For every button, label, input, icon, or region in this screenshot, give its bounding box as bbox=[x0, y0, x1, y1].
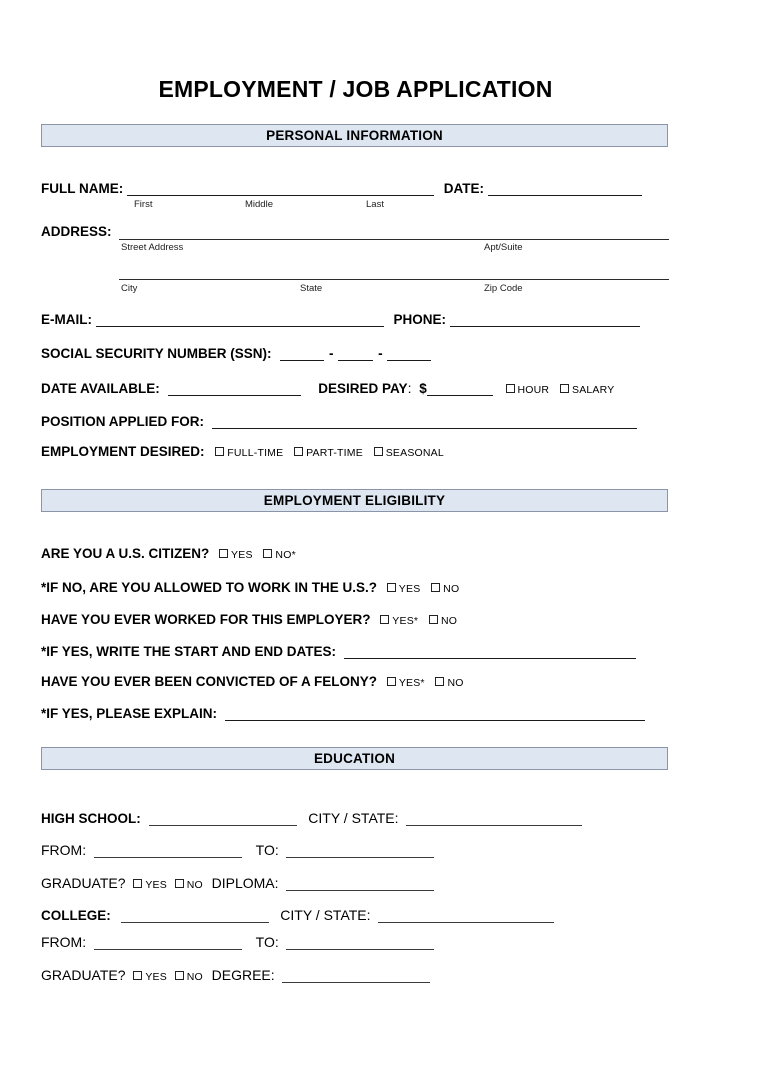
phone-label: PHONE: bbox=[393, 312, 447, 327]
checkbox-citizen-no[interactable] bbox=[263, 549, 272, 558]
checkbox-felony-no[interactable] bbox=[435, 677, 444, 686]
label-felony-no: NO bbox=[447, 677, 464, 689]
college-input[interactable] bbox=[121, 909, 269, 923]
high-school-city-state-label: CITY / STATE: bbox=[308, 810, 399, 826]
date-available-label: DATE AVAILABLE: bbox=[41, 381, 160, 396]
ssn-separator-1: - bbox=[329, 346, 334, 361]
caption-middle-name: Middle bbox=[245, 199, 273, 210]
work-allowed-question: *IF NO, ARE YOU ALLOWED TO WORK IN THE U.S.? bbox=[41, 580, 378, 595]
college-graduate-label: GRADUATE? bbox=[41, 967, 126, 983]
caption-street-address: Street Address bbox=[121, 242, 184, 253]
diploma-input[interactable] bbox=[286, 877, 434, 891]
row-email-phone bbox=[41, 310, 640, 330]
position-applied-for-label: POSITION APPLIED FOR: bbox=[41, 414, 205, 429]
full-name-input[interactable] bbox=[127, 181, 434, 196]
section-header-employment-eligibility: EMPLOYMENT ELIGIBILITY bbox=[41, 489, 668, 512]
row-work-allowed bbox=[41, 578, 465, 598]
high-school-label: HIGH SCHOOL: bbox=[41, 811, 141, 826]
worked-before-question: HAVE YOU EVER WORKED FOR THIS EMPLOYER? bbox=[41, 612, 371, 627]
high-school-city-state-input[interactable] bbox=[406, 812, 582, 826]
checkbox-work-allowed-no[interactable] bbox=[431, 583, 440, 592]
checkbox-pay-hour[interactable] bbox=[506, 384, 515, 393]
row-college-graduate bbox=[41, 965, 430, 985]
diploma-label: DIPLOMA: bbox=[211, 875, 279, 891]
phone-input[interactable] bbox=[450, 312, 640, 327]
checkbox-hs-graduate-yes[interactable] bbox=[133, 879, 142, 888]
address-city-state-zip-input[interactable] bbox=[119, 279, 669, 280]
date-input[interactable] bbox=[488, 181, 642, 196]
start-end-dates-label: *IF YES, WRITE THE START AND END DATES: bbox=[41, 644, 337, 659]
checkbox-work-allowed-yes[interactable] bbox=[387, 583, 396, 592]
row-felony bbox=[41, 672, 470, 692]
checkbox-citizen-yes[interactable] bbox=[219, 549, 228, 558]
caption-last-name: Last bbox=[366, 199, 384, 210]
caption-first-name: First bbox=[134, 199, 153, 210]
checkbox-full-time[interactable] bbox=[215, 447, 224, 456]
date-label: DATE: bbox=[443, 181, 485, 196]
caption-apt-suite: Apt/Suite bbox=[484, 242, 523, 253]
college-to-label: TO: bbox=[255, 934, 279, 950]
ssn-part-2-input[interactable] bbox=[338, 346, 373, 361]
felony-explain-label: *IF YES, PLEASE EXPLAIN: bbox=[41, 706, 218, 721]
label-worked-before-yes: YES* bbox=[392, 615, 419, 627]
college-city-state-label: CITY / STATE: bbox=[280, 907, 371, 923]
high-school-to-label: TO: bbox=[255, 842, 279, 858]
label-work-allowed-yes: YES bbox=[398, 583, 421, 595]
row-high-school-graduate bbox=[41, 873, 434, 893]
felony-explain-input[interactable] bbox=[225, 706, 645, 721]
section-header-education: EDUCATION bbox=[41, 747, 668, 770]
label-felony-yes: YES* bbox=[398, 677, 425, 689]
checkbox-part-time[interactable] bbox=[294, 447, 303, 456]
currency-symbol: $ bbox=[419, 381, 427, 396]
row-date-available-desired-pay bbox=[41, 378, 620, 398]
checkbox-hs-graduate-no[interactable] bbox=[175, 879, 184, 888]
college-city-state-input[interactable] bbox=[378, 909, 554, 923]
college-label: COLLEGE: bbox=[41, 908, 111, 923]
address-label: ADDRESS: bbox=[41, 224, 112, 239]
row-high-school-from-to bbox=[41, 840, 434, 860]
label-citizen-no: NO* bbox=[275, 549, 296, 561]
full-name-label: FULL NAME: bbox=[41, 181, 124, 196]
employment-desired-label: EMPLOYMENT DESIRED: bbox=[41, 444, 205, 459]
page-title: EMPLOYMENT / JOB APPLICATION bbox=[158, 76, 553, 102]
row-full-name-date bbox=[41, 179, 642, 199]
high-school-graduate-label: GRADUATE? bbox=[41, 875, 126, 891]
college-from-label: FROM: bbox=[41, 934, 87, 950]
desired-pay-colon: : bbox=[407, 380, 412, 396]
label-seasonal: SEASONAL bbox=[385, 447, 444, 459]
checkbox-college-graduate-yes[interactable] bbox=[133, 971, 142, 980]
start-end-dates-input[interactable] bbox=[344, 644, 636, 659]
row-address bbox=[41, 222, 112, 242]
email-label: E-MAIL: bbox=[41, 312, 92, 327]
caption-city: City bbox=[121, 283, 138, 294]
desired-pay-label: DESIRED PAY bbox=[318, 381, 408, 396]
email-input[interactable] bbox=[96, 312, 384, 327]
label-college-graduate-no: NO bbox=[186, 971, 203, 983]
label-college-graduate-yes: YES bbox=[145, 971, 167, 983]
section-header-personal-information: PERSONAL INFORMATION bbox=[41, 124, 668, 147]
checkbox-seasonal[interactable] bbox=[374, 447, 383, 456]
label-hs-graduate-no: NO bbox=[186, 879, 203, 891]
label-full-time: FULL-TIME bbox=[227, 447, 284, 459]
row-position-applied-for bbox=[41, 412, 637, 432]
degree-label: DEGREE: bbox=[211, 967, 275, 983]
checkbox-felony-yes[interactable] bbox=[387, 677, 396, 686]
caption-zip-code: Zip Code bbox=[484, 283, 523, 294]
label-hs-graduate-yes: YES bbox=[145, 879, 167, 891]
row-ssn bbox=[41, 344, 431, 364]
checkbox-college-graduate-no[interactable] bbox=[175, 971, 184, 980]
high-school-to-input[interactable] bbox=[286, 844, 434, 858]
desired-pay-input[interactable] bbox=[427, 381, 493, 396]
row-start-end-dates bbox=[41, 642, 636, 662]
high-school-from-label: FROM: bbox=[41, 842, 87, 858]
row-high-school bbox=[41, 808, 582, 828]
label-pay-salary: SALARY bbox=[571, 384, 615, 396]
ssn-part-3-input[interactable] bbox=[387, 346, 431, 361]
high-school-input[interactable] bbox=[149, 812, 297, 826]
checkbox-worked-before-no[interactable] bbox=[429, 615, 438, 624]
address-street-input[interactable] bbox=[119, 239, 669, 240]
checkbox-worked-before-yes[interactable] bbox=[380, 615, 389, 624]
high-school-from-input[interactable] bbox=[94, 844, 242, 858]
checkbox-pay-salary[interactable] bbox=[560, 384, 569, 393]
row-college-from-to bbox=[41, 932, 434, 952]
row-us-citizen bbox=[41, 544, 302, 564]
caption-state: State bbox=[300, 283, 323, 294]
row-college bbox=[41, 905, 554, 925]
row-employment-desired bbox=[41, 442, 450, 462]
date-available-input[interactable] bbox=[168, 381, 301, 396]
ssn-separator-2: - bbox=[378, 346, 383, 361]
ssn-label: SOCIAL SECURITY NUMBER (SSN): bbox=[41, 346, 272, 361]
felony-question: HAVE YOU EVER BEEN CONVICTED OF A FELONY? bbox=[41, 674, 378, 689]
college-to-input[interactable] bbox=[286, 936, 434, 950]
degree-input[interactable] bbox=[282, 969, 430, 983]
position-applied-for-input[interactable] bbox=[212, 414, 637, 429]
us-citizen-question: ARE YOU A U.S. CITIZEN? bbox=[41, 546, 210, 561]
label-worked-before-no: NO bbox=[440, 615, 458, 627]
college-from-input[interactable] bbox=[94, 936, 242, 950]
label-pay-hour: HOUR bbox=[517, 384, 550, 396]
ssn-part-1-input[interactable] bbox=[280, 346, 324, 361]
label-part-time: PART-TIME bbox=[306, 447, 363, 459]
row-worked-before bbox=[41, 610, 463, 630]
label-work-allowed-no: NO bbox=[443, 583, 460, 595]
label-citizen-yes: YES bbox=[231, 549, 253, 561]
row-felony-explain bbox=[41, 704, 645, 724]
